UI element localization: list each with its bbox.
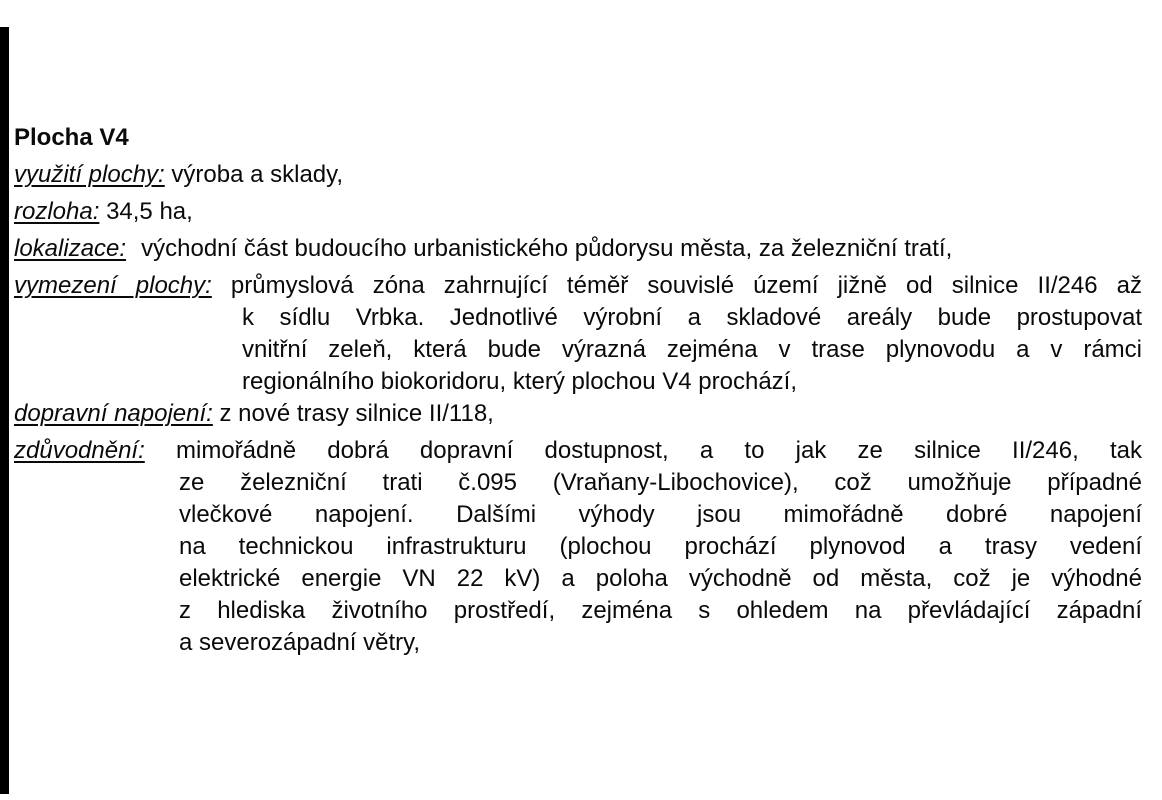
paragraph-line: elektrické energie VN 22 kV) a poloha východně od města, což je výhodné	[179, 565, 1142, 592]
scan-edge-artifact	[0, 27, 9, 794]
entry-label-dopravni: dopravní napojení:	[14, 400, 213, 427]
paragraph-line: k sídlu Vrbka. Jednotlivé výrobní a skladové areály bude prostupovat	[242, 304, 1142, 331]
paragraph-line: na technickou infrastrukturu (plochou prochází plynovod a trasy vedení	[179, 533, 1142, 560]
entry-dopravni-napojeni	[14, 398, 1142, 430]
paragraph-line: vlečkové napojení. Dalšími výhody jsou mimořádně dobré napojení	[179, 501, 1142, 528]
paragraph-line	[14, 435, 1142, 467]
paragraph-line: vnitřní zeleň, která bude výrazná zejména v trase plynovodu a v rámci	[242, 336, 1142, 363]
page-title: Plocha V4	[14, 124, 129, 151]
entry-vymezeni-plochy	[14, 270, 1142, 398]
entry-label-lokalizace: lokalizace:	[14, 235, 127, 262]
paragraph-line: ze železniční trati č.095 (Vraňany-Libochovice), což umožňuje případné	[179, 469, 1142, 496]
paragraph-line: regionálního biokoridoru, který plochou V4 prochází,	[242, 368, 797, 395]
paragraph-line: a severozápadní větry,	[179, 629, 421, 656]
entry-lokalizace	[14, 233, 1142, 265]
paragraph-line	[14, 270, 1142, 302]
entry-label-rozloha: rozloha:	[14, 198, 100, 225]
entry-value-rozloha: 34,5 ha,	[106, 198, 193, 225]
entry-label-zduvodneni: zdůvodnění:	[14, 437, 145, 464]
entry-vyuziti-plochy	[14, 159, 1142, 191]
entry-value-lokalizace: východní část budoucího urbanistického půdorysu města, za železniční tratí,	[141, 235, 953, 262]
entry-value-vyuziti: výroba a sklady,	[171, 161, 344, 188]
paragraph-line-text: mimořádně dobrá dopravní dostupnost, a to jak ze silnice II/246, tak	[176, 437, 1142, 464]
entry-value-dopravni: z nové trasy silnice II/118,	[219, 400, 494, 427]
entry-label-vymezeni: vymezení plochy:	[14, 272, 212, 299]
entry-rozloha	[14, 196, 1142, 228]
entry-zduvodneni	[14, 435, 1142, 659]
paragraph-line: z hlediska životního prostředí, zejména s ohledem na převládající západní	[179, 597, 1142, 624]
paragraph-line-text: průmyslová zóna zahrnující téměř souvislé území jižně od silnice II/246 až	[230, 272, 1142, 299]
document-content	[14, 122, 1142, 664]
entry-label-vyuziti: využití plochy:	[14, 161, 165, 188]
